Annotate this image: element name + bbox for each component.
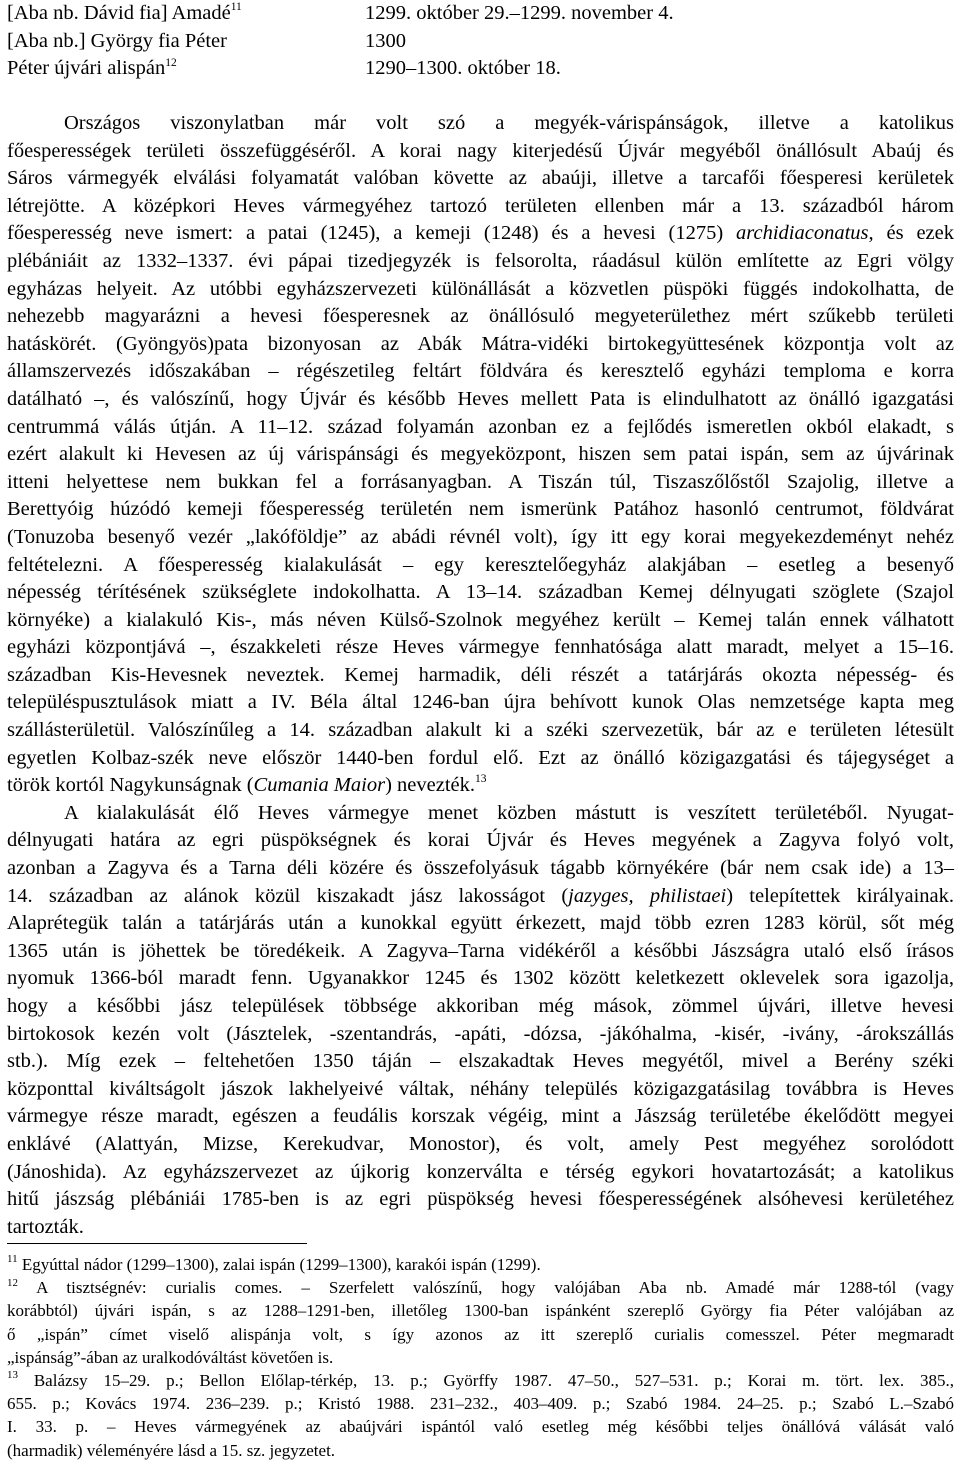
text-line: (Tonuzoba besenyő vezér „lakóföldje” az abádi révnél volt), így itt egy korai megyekezdeményt nehéz xyxy=(7,525,954,548)
officeholder-name: Péter újvári alispán$^{12}$ xyxy=(7,56,177,80)
text-line: hatáskörét. (Gyöngyös)pata bizonyosan az Abák Mátra-vidéki birtokegyüttesének központja volt az xyxy=(7,332,954,355)
text-line: egyházi központjává –, északkeleti része Heves vármegye fennhatósága alatt maradt, melyet a 15–16. xyxy=(7,636,954,659)
officeholder-name: [Aba nb.] György fia Péter xyxy=(7,29,227,52)
text-line: században Kis-Hevesnek neveztek. Kemej harmadik, déli részét a tatárjárás okozta népesség- és xyxy=(7,663,954,686)
text-line: A kialakulását élő Heves vármegye menet közben mástutt is veszített területéből. Nyugat- xyxy=(64,801,954,824)
latin-term: Cumania Maior xyxy=(253,774,386,797)
footnote-line: I. 33. p. – Heves vármegyének az abaújvári ispántól való esetleg még későbbi teljes önállóvá válását való xyxy=(7,1417,954,1437)
text-line: létrejötte. A középkori Heves vármegyéhez tartozó területen ellenben már a 13. századból három xyxy=(7,194,954,217)
text-line: török kortól Nagykunságnak (Cumania Maior) nevezték.$^{13}$ xyxy=(7,773,487,797)
text-line: plébániáit az 1332–1337. évi pápai tizedjegyzék is felsorolta, ráadásul külön említette az Egri völgy xyxy=(7,249,954,272)
text-line: feltételezni. A főesperesség kialakulását – egy keresztelőegyház alakjában – esetleg a besenyő xyxy=(7,553,954,576)
text-line: településpusztulások miatt a IV. Béla által 1246-ban újra behívott kunok Olas nemzetsége kapta meg xyxy=(7,691,954,714)
footnote-line: (harmadik) véleményére lásd a 15. sz. jegyzetet. xyxy=(7,1440,336,1460)
text-line: egyházas helyeit. Az utóbbi egyházszervezeti különállását a közvetlen püspöki függés indokolhatta, de xyxy=(7,277,954,300)
officeholder-row xyxy=(7,55,947,83)
footnote-ref[interactable]: 13 xyxy=(475,773,487,786)
text-line: stb.). Míg ezek – feltehetően 1350 táján – elszakadtak Heves megyétől, mivel a Berény széki xyxy=(7,1050,954,1073)
footnote-number: 13 xyxy=(7,1369,18,1382)
text-line: birtokosok kezén volt (Jásztelek, -szentandrás, -apáti, -dózsa, -jákóhalma, -kisér, -ivány, -árokszállás xyxy=(7,1022,954,1045)
text-line: államszervezés időszakában – régészetileg feltárt földvára és keresztelő egyházi temploma e korra xyxy=(7,360,954,383)
footnote-line: ő „ispán” címet viselő alispánja volt, s így azonos az itt szereplő curialis comesszel. Péter megmaradt xyxy=(7,1324,954,1344)
officeholder-date: 1299. október 29.–1299. november 4. xyxy=(365,2,674,24)
text-line: Országos viszonylatban már volt szó a megyék-várispánságok, illetve a katolikus xyxy=(64,112,954,134)
footnote-number: 12 xyxy=(7,1276,18,1289)
text-line: centrummá válás útján. A 11–12. század folyamán azonban ez a fejlődés ismeretlen okból elakadt, s xyxy=(7,415,954,438)
text-line: népesség térítésének szükséglete indokolhatta. A 13–14. században Kemej délnyugati szöglete (Szajol xyxy=(7,581,954,604)
text-line: szállásterületül. Valószínűleg a 14. században alakult ki a széki szervezetük, bár az e területen létesült xyxy=(7,719,954,742)
officeholder-date: 1290–1300. október 18. xyxy=(365,57,561,80)
latin-term: jazyges, philistaei xyxy=(568,884,727,907)
text-line: Sáros vármegyék elválási folyamatát valóban követte az abaúji, illetve a tarcafői főesperesi kerületek xyxy=(7,167,954,190)
footnote-ref[interactable]: 11 xyxy=(230,1,242,14)
footnote-divider xyxy=(7,1243,307,1244)
footnote-line: 655. p.; Kovács 1974. 236–239. p.; Kristó 1988. 231–232., 403–409. p.; Szabó 1984. 24–25. p.; Szabó L.–Szabó xyxy=(7,1394,954,1414)
officeholder-row xyxy=(7,28,947,56)
text-line: datálható –, és valószínű, hogy Újvár és később Heves mellett Pata is elindulhatott az önálló igazgatási xyxy=(7,387,954,410)
footnote-11: $^{11}$ Egyúttal nádor (1299–1300), zalai ispán (1299–1300), karakói ispán (1299). xyxy=(7,1253,541,1274)
text-line: hogy a későbbi jász települések többsége akkoriban még mások, zömmel újvári, illetve hevesi xyxy=(7,995,954,1017)
text-line: központtal kiváltságolt jászok lakhelyeivé váltak, néhány település közigazgatásilag továbbra is Heves xyxy=(7,1077,954,1100)
text-line: 1365 után is jöhettek be töredékeik. A Zagyva–Tarna vidékéről a későbbi Jászságra utaló első írásos xyxy=(7,939,954,962)
body-text xyxy=(7,110,954,1241)
footnote-line: korábbtól) újvári ispán, s az 1288–1291-ben, illetőleg 1300-ban ispánként szereplő György fia Péter valójában az xyxy=(7,1301,954,1321)
text-line: egyetlen Kolbaz-szék neve először 1440-ben fordul elő. Ezt az önálló közigazgatási és tájegységet a xyxy=(7,746,954,769)
text-line: azonban a Zagyva és a Tarna déli közére és összefolyásuk tágabb környékére (bár nem csak ide) a 13– xyxy=(7,857,954,880)
text-line: enklávé (Alattyán, Mizse, Kerekudvar, Monostor), és volt, amely Pest megyéhez sorolódott xyxy=(7,1132,954,1155)
officeholder-row xyxy=(7,0,947,28)
text-line: főesperesség neve ismert: a patai (1245), a kemeji (1248) és a hevesi (1275) archidiaconatus, és ezek xyxy=(7,222,954,245)
text-line: vármegye része maradt, egészen a feudális korszak végéig, mint a Jászság területébe ékelődött megyei xyxy=(7,1105,954,1128)
text-line: itteni helyettese nem bukkan fel a forrásanyagban. A Tiszán túl, Tiszaszőlőstől Szajolig, illetve a xyxy=(7,470,954,493)
footnote-ref[interactable]: 12 xyxy=(165,56,177,69)
text-line: ezért alakult ki Hevesen az új várispánsági és megyeközpont, hiszen sem patai ispán, sem az újvárinak xyxy=(7,443,954,466)
text-line: (Jánoshida). Az egyházszervezet az újkorig konzerválta e térség egykori hovatartozását; a katolikus xyxy=(7,1160,954,1183)
officeholder-date: 1300 xyxy=(365,29,406,52)
text-line: főesperességek területi összefüggéséről. A korai nagy kiterjedésű Újvár megyéből önállósult Abaúj és xyxy=(7,139,954,162)
footnote-12: $^{12}$ A tisztségnév: curialis comes. – Szerfelett valószínű, hogy valójában Aba nb. Amadé már 1288-tól (vagy xyxy=(7,1276,954,1298)
latin-term: archidiaconatus xyxy=(736,222,869,245)
footnote-line: „ispánság”-ában az uralkodóváltást követően is. xyxy=(7,1347,334,1367)
text-line: Alaprétegük talán a tatárjárás után a kunokkal együtt érkezett, majd több ezren 1283 körül, sőt még xyxy=(7,912,954,935)
officeholder-list xyxy=(7,0,947,83)
officeholder-name: [Aba nb. Dávid fia] Amadé$^{11}$ xyxy=(7,1,242,24)
text-line: hitű jászság plébániái 1785-ben is az egri püspökség hevesi főesperességének alsóhevesi kerületéhez xyxy=(7,1188,954,1211)
text-line: nehezebb magyarázni a hevesi főesperesnek az önállósuló megyeterülethez mért szűkebb területi xyxy=(7,305,954,328)
footnote-13: $^{13}$ Balázsy 15–29. p.; Bellon Előlap-térkép, 13. p.; Györffy 1987. 47–50., 527–531. p.; Korai m. tört. lex. 385., xyxy=(7,1369,955,1391)
text-line: Berettyóig húzódó kemeji főesperesség területén nem ismerünk Patához hasonló centrumot, földvárat xyxy=(7,498,954,521)
text-line: tartozták. xyxy=(7,1215,84,1238)
footnotes xyxy=(7,1253,954,1462)
text-line: délnyugati határa az egri püspökségnek és korai Újvár és Heves megyének a Zagyva folyó volt, xyxy=(7,829,954,852)
text-line: nyomuk 1366-ból maradt fenn. Ugyanakkor 1245 és 1302 között keletkezett oklevelek sora igazolja, xyxy=(7,967,954,990)
text-line: környéke) a kialakuló Kis-, más néven Külső-Szolnok megyéhez került – Kemej talán ennek válhatott xyxy=(7,608,954,631)
text-line: 14. században az alánok közül kiszakadt jász lakosságot (jazyges, philistaei) telepítettek királyainak. xyxy=(7,884,954,907)
footnote-number: 11 xyxy=(7,1253,18,1266)
